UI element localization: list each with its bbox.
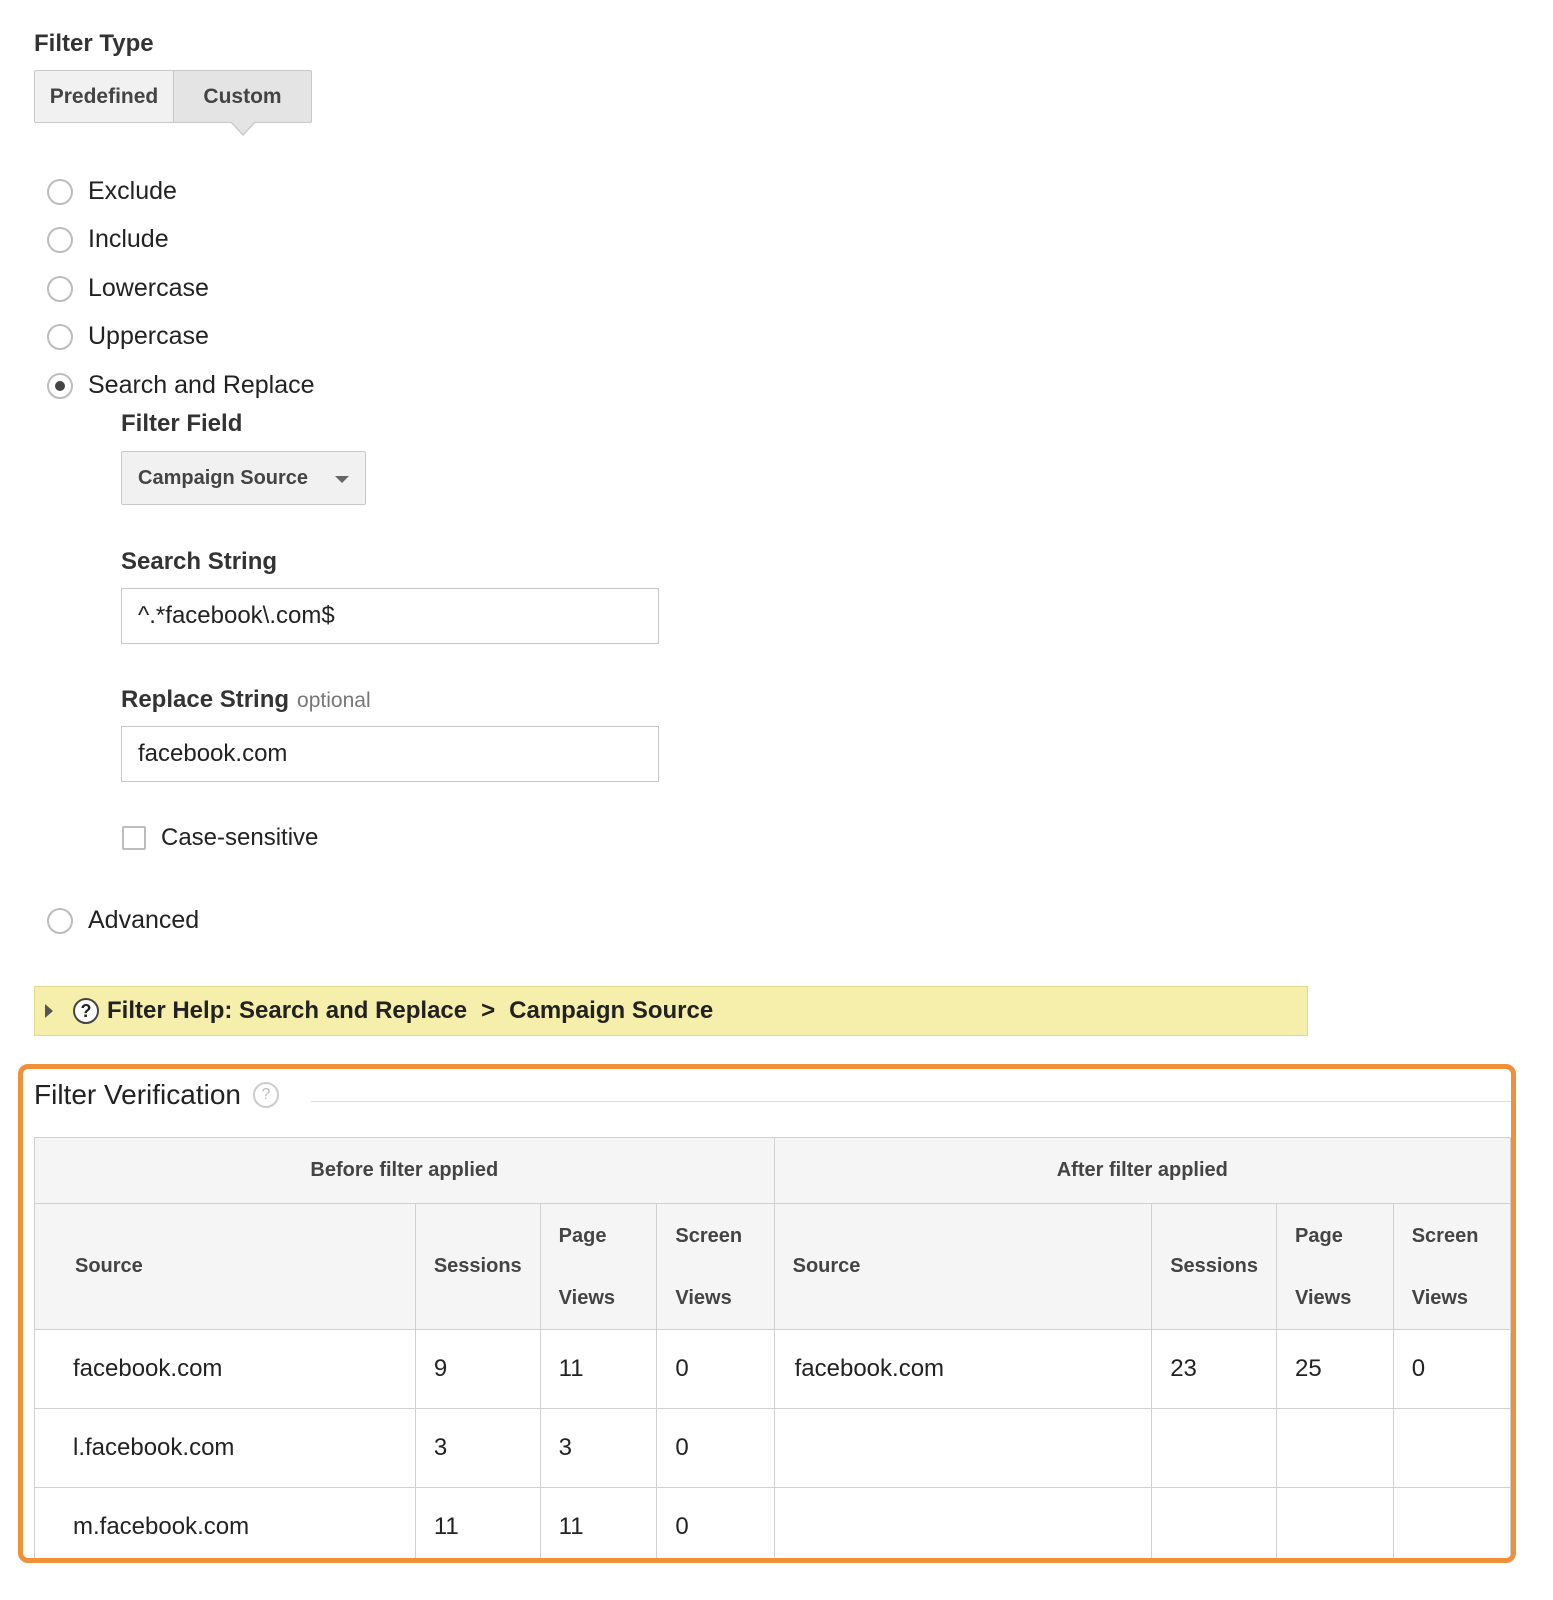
before-sessions-cell: 11 <box>415 1488 540 1564</box>
filter-type-toggle <box>34 70 312 125</box>
filter-verification-title-text: Filter Verification <box>34 1079 241 1110</box>
before-sessions-cell: 9 <box>415 1330 540 1409</box>
col-header-page-views <box>540 1204 657 1330</box>
search-string-input[interactable] <box>121 588 659 644</box>
table-row <box>35 1409 1511 1488</box>
verification-table <box>34 1137 1511 1563</box>
after-source-cell <box>774 1488 1152 1564</box>
search-string-value: ^.*facebook\.com$ <box>138 602 335 629</box>
radio-lowercase-row[interactable] <box>47 274 209 303</box>
filter-field-label: Filter Field <box>121 410 243 437</box>
advanced-radio[interactable] <box>47 908 73 934</box>
case-sensitive-row[interactable] <box>122 824 318 852</box>
filter-help-field: Campaign Source <box>509 997 714 1024</box>
lowercase-radio[interactable] <box>47 276 73 302</box>
after-screen-views-cell <box>1393 1488 1510 1564</box>
filter-help-separator: > <box>481 997 496 1024</box>
search-string-label: Search String <box>121 548 278 575</box>
page-views-line2: Views <box>1295 1286 1352 1309</box>
predefined-tab[interactable]: Predefined <box>34 70 174 123</box>
filter-type-label: Filter Type <box>34 30 154 57</box>
custom-tab[interactable]: Custom <box>174 70 312 123</box>
before-screen-views-cell: 0 <box>657 1488 774 1564</box>
uppercase-radio[interactable] <box>47 324 73 350</box>
screen-views-line2: Views <box>675 1286 732 1309</box>
after-page-views-cell: 25 <box>1277 1330 1394 1409</box>
after-page-views-cell <box>1277 1409 1394 1488</box>
before-page-views-cell: 11 <box>540 1488 657 1564</box>
before-source-cell: m.facebook.com <box>35 1488 416 1564</box>
col-header-page-views-after <box>1277 1204 1394 1330</box>
after-source-cell: facebook.com <box>774 1330 1152 1409</box>
search-replace-radio[interactable] <box>47 373 73 399</box>
page-views-line2: Views <box>558 1286 616 1309</box>
radio-uppercase-row[interactable] <box>47 322 209 351</box>
radio-include-row[interactable] <box>47 225 169 254</box>
replace-string-label-text: Replace String <box>121 686 290 713</box>
expand-triangle-icon[interactable] <box>45 1004 53 1018</box>
optional-hint: optional <box>297 689 371 712</box>
exclude-label: Exclude <box>88 177 177 205</box>
filter-help-bar[interactable] <box>34 986 1308 1036</box>
page-views-line1: Page <box>558 1224 607 1247</box>
after-screen-views-cell <box>1393 1409 1510 1488</box>
col-header-screen-views <box>657 1204 774 1330</box>
after-sessions-cell: 23 <box>1152 1330 1277 1409</box>
col-header-source-after: Source <box>774 1204 1152 1330</box>
col-header-sessions-after: Sessions <box>1152 1204 1277 1330</box>
include-label: Include <box>88 225 169 253</box>
after-screen-views-cell: 0 <box>1393 1330 1510 1409</box>
table-row <box>35 1488 1511 1564</box>
case-sensitive-checkbox[interactable] <box>122 826 146 850</box>
case-sensitive-label: Case-sensitive <box>161 824 319 851</box>
filter-field-dropdown[interactable] <box>121 451 366 505</box>
after-sessions-cell <box>1152 1488 1277 1564</box>
filter-help-prefix: Filter Help: Search and Replace <box>107 997 468 1024</box>
exclude-radio[interactable] <box>47 179 73 205</box>
help-icon: ? <box>73 998 99 1024</box>
screen-views-line1: Screen <box>675 1224 743 1247</box>
before-screen-views-cell: 0 <box>657 1409 774 1488</box>
replace-string-input[interactable] <box>121 726 659 782</box>
filter-verification-panel <box>18 1064 1516 1563</box>
uppercase-label: Uppercase <box>88 322 209 350</box>
after-source-cell <box>774 1409 1152 1488</box>
include-radio[interactable] <box>47 227 73 253</box>
before-screen-views-cell: 0 <box>657 1330 774 1409</box>
screen-views-line1: Screen <box>1411 1224 1479 1247</box>
before-source-cell: l.facebook.com <box>35 1409 416 1488</box>
page-views-line1: Page <box>1295 1224 1343 1247</box>
before-page-views-cell: 11 <box>540 1330 657 1409</box>
radio-advanced-row[interactable] <box>47 906 199 935</box>
col-header-screen-views-after <box>1393 1204 1510 1330</box>
after-filter-header: After filter applied <box>774 1138 1510 1204</box>
before-source-cell: facebook.com <box>35 1330 416 1409</box>
radio-search-replace-row[interactable] <box>47 371 315 400</box>
col-header-sessions: Sessions <box>415 1204 540 1330</box>
radio-exclude-row[interactable] <box>47 177 177 206</box>
filter-verification-title <box>34 1079 279 1111</box>
chevron-down-icon <box>335 476 349 483</box>
search-replace-label: Search and Replace <box>88 371 315 399</box>
help-icon[interactable]: ? <box>253 1082 279 1108</box>
screen-views-line2: Views <box>1411 1286 1469 1309</box>
title-divider <box>311 1101 1511 1102</box>
before-sessions-cell: 3 <box>415 1409 540 1488</box>
before-filter-header: Before filter applied <box>35 1138 775 1204</box>
after-sessions-cell <box>1152 1409 1277 1488</box>
col-header-source: Source <box>35 1204 416 1330</box>
lowercase-label: Lowercase <box>88 274 209 302</box>
replace-string-label <box>121 686 371 714</box>
after-page-views-cell <box>1277 1488 1394 1564</box>
filter-field-value: Campaign Source <box>138 466 309 489</box>
before-page-views-cell: 3 <box>540 1409 657 1488</box>
table-row <box>35 1330 1511 1409</box>
replace-string-value: facebook.com <box>138 740 288 767</box>
advanced-label: Advanced <box>88 906 200 934</box>
